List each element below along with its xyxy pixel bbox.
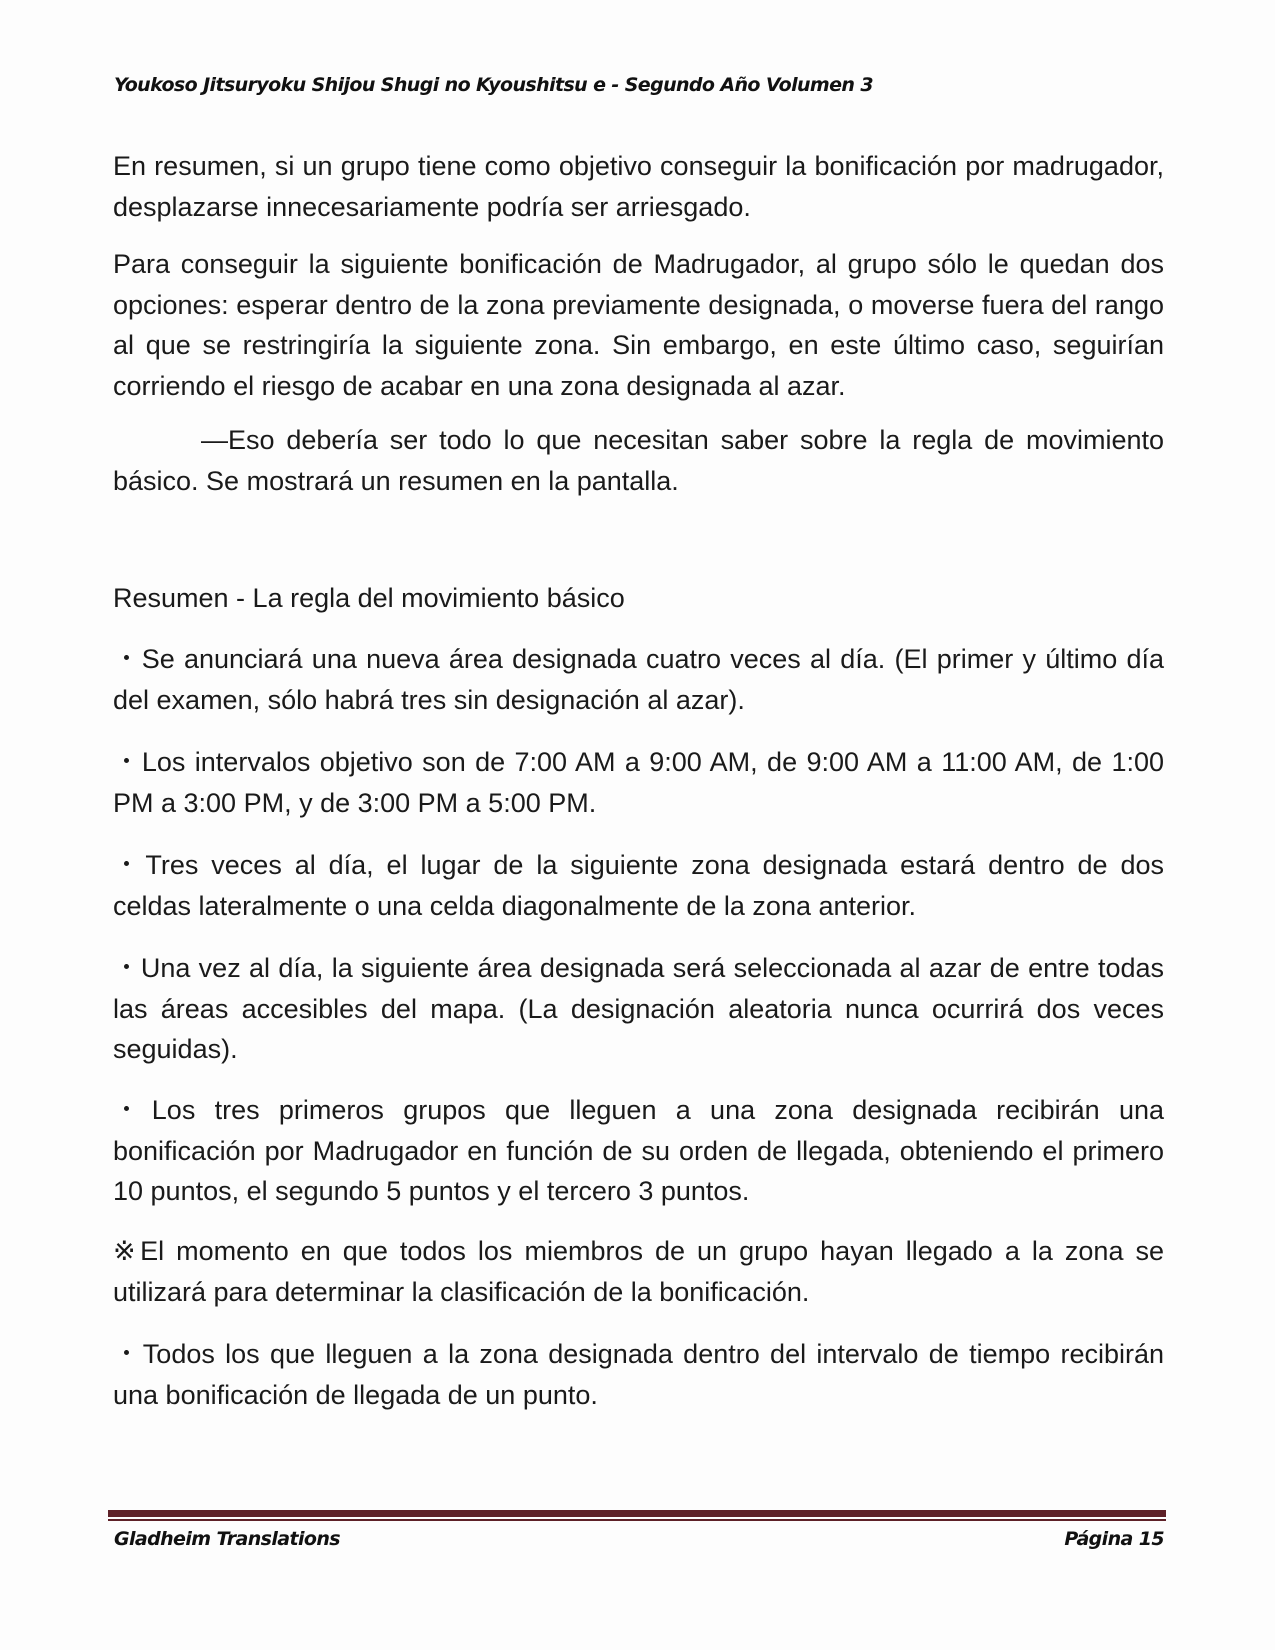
summary-title: Resumen - La regla del movimiento básico — [113, 583, 625, 613]
list-item: ・Una vez al día, la siguiente área designada será seleccionada al azar de entre todas las áreas accesibles del mapa. (La designación aleatoria nunca ocurrirá dos veces seguidas). — [113, 953, 1164, 1064]
paragraph: En resumen, si un grupo tiene como objetivo conseguir la bonificación por madrugador, desplazarse innecesariamente podría ser arriesgado. — [113, 151, 1164, 222]
list-item: ・Tres veces al día, el lugar de la siguiente zona designada estará dentro de dos celdas lateralmente o una celda diagonalmente de la zona anterior. — [113, 850, 1164, 921]
running-header: Youkoso Jitsuryoku Shijou Shugi no Kyoushitsu e - Segundo Año Volumen 3 — [114, 74, 873, 96]
list-item: ・Se anunciará una nueva área designada cuatro veces al día. (El primer y último día del examen, sólo habrá tres sin designación al azar). — [113, 644, 1164, 715]
list-item: ・Los tres primeros grupos que lleguen a una zona designada recibirán una bonificación por Madrugador en función de su orden de llegada, obteniendo el primero 10 puntos, el segundo 5 puntos y el tercero 3 puntos. — [113, 1095, 1164, 1206]
list-item: ・Todos los que lleguen a la zona designada dentro del intervalo de tiempo recibirán una bonificación de llegada de un punto. — [113, 1339, 1164, 1410]
footer-credit: Gladheim Translations — [114, 1528, 340, 1550]
footer-rule-thin — [108, 1519, 1166, 1521]
page-number: Página 15 — [1064, 1528, 1164, 1550]
list-item: ・Los intervalos objetivo son de 7:00 AM a 9:00 AM, de 9:00 AM a 11:00 AM, de 1:00 PM a 3:00 PM, y de 3:00 PM a 5:00 PM. — [113, 747, 1164, 818]
note: ※El momento en que todos los miembros de un grupo hayan llegado a la zona se utilizará para determinar la clasificación de la bonificación. — [113, 1236, 1164, 1307]
paragraph: Para conseguir la siguiente bonificación de Madrugador, al grupo sólo le quedan dos opciones: esperar dentro de la zona previamente designada, o moverse fuera del rango al que se restringiría la siguiente zona. Sin embargo, en este último caso, seguirían corriendo el riesgo de acabar en una zona designada al azar. — [113, 249, 1164, 401]
paragraph: —Eso debería ser todo lo que necesitan saber sobre la regla de movimiento básico. Se mostrará un resumen en la pantalla. — [113, 425, 1164, 496]
footer-rule — [108, 1510, 1166, 1517]
